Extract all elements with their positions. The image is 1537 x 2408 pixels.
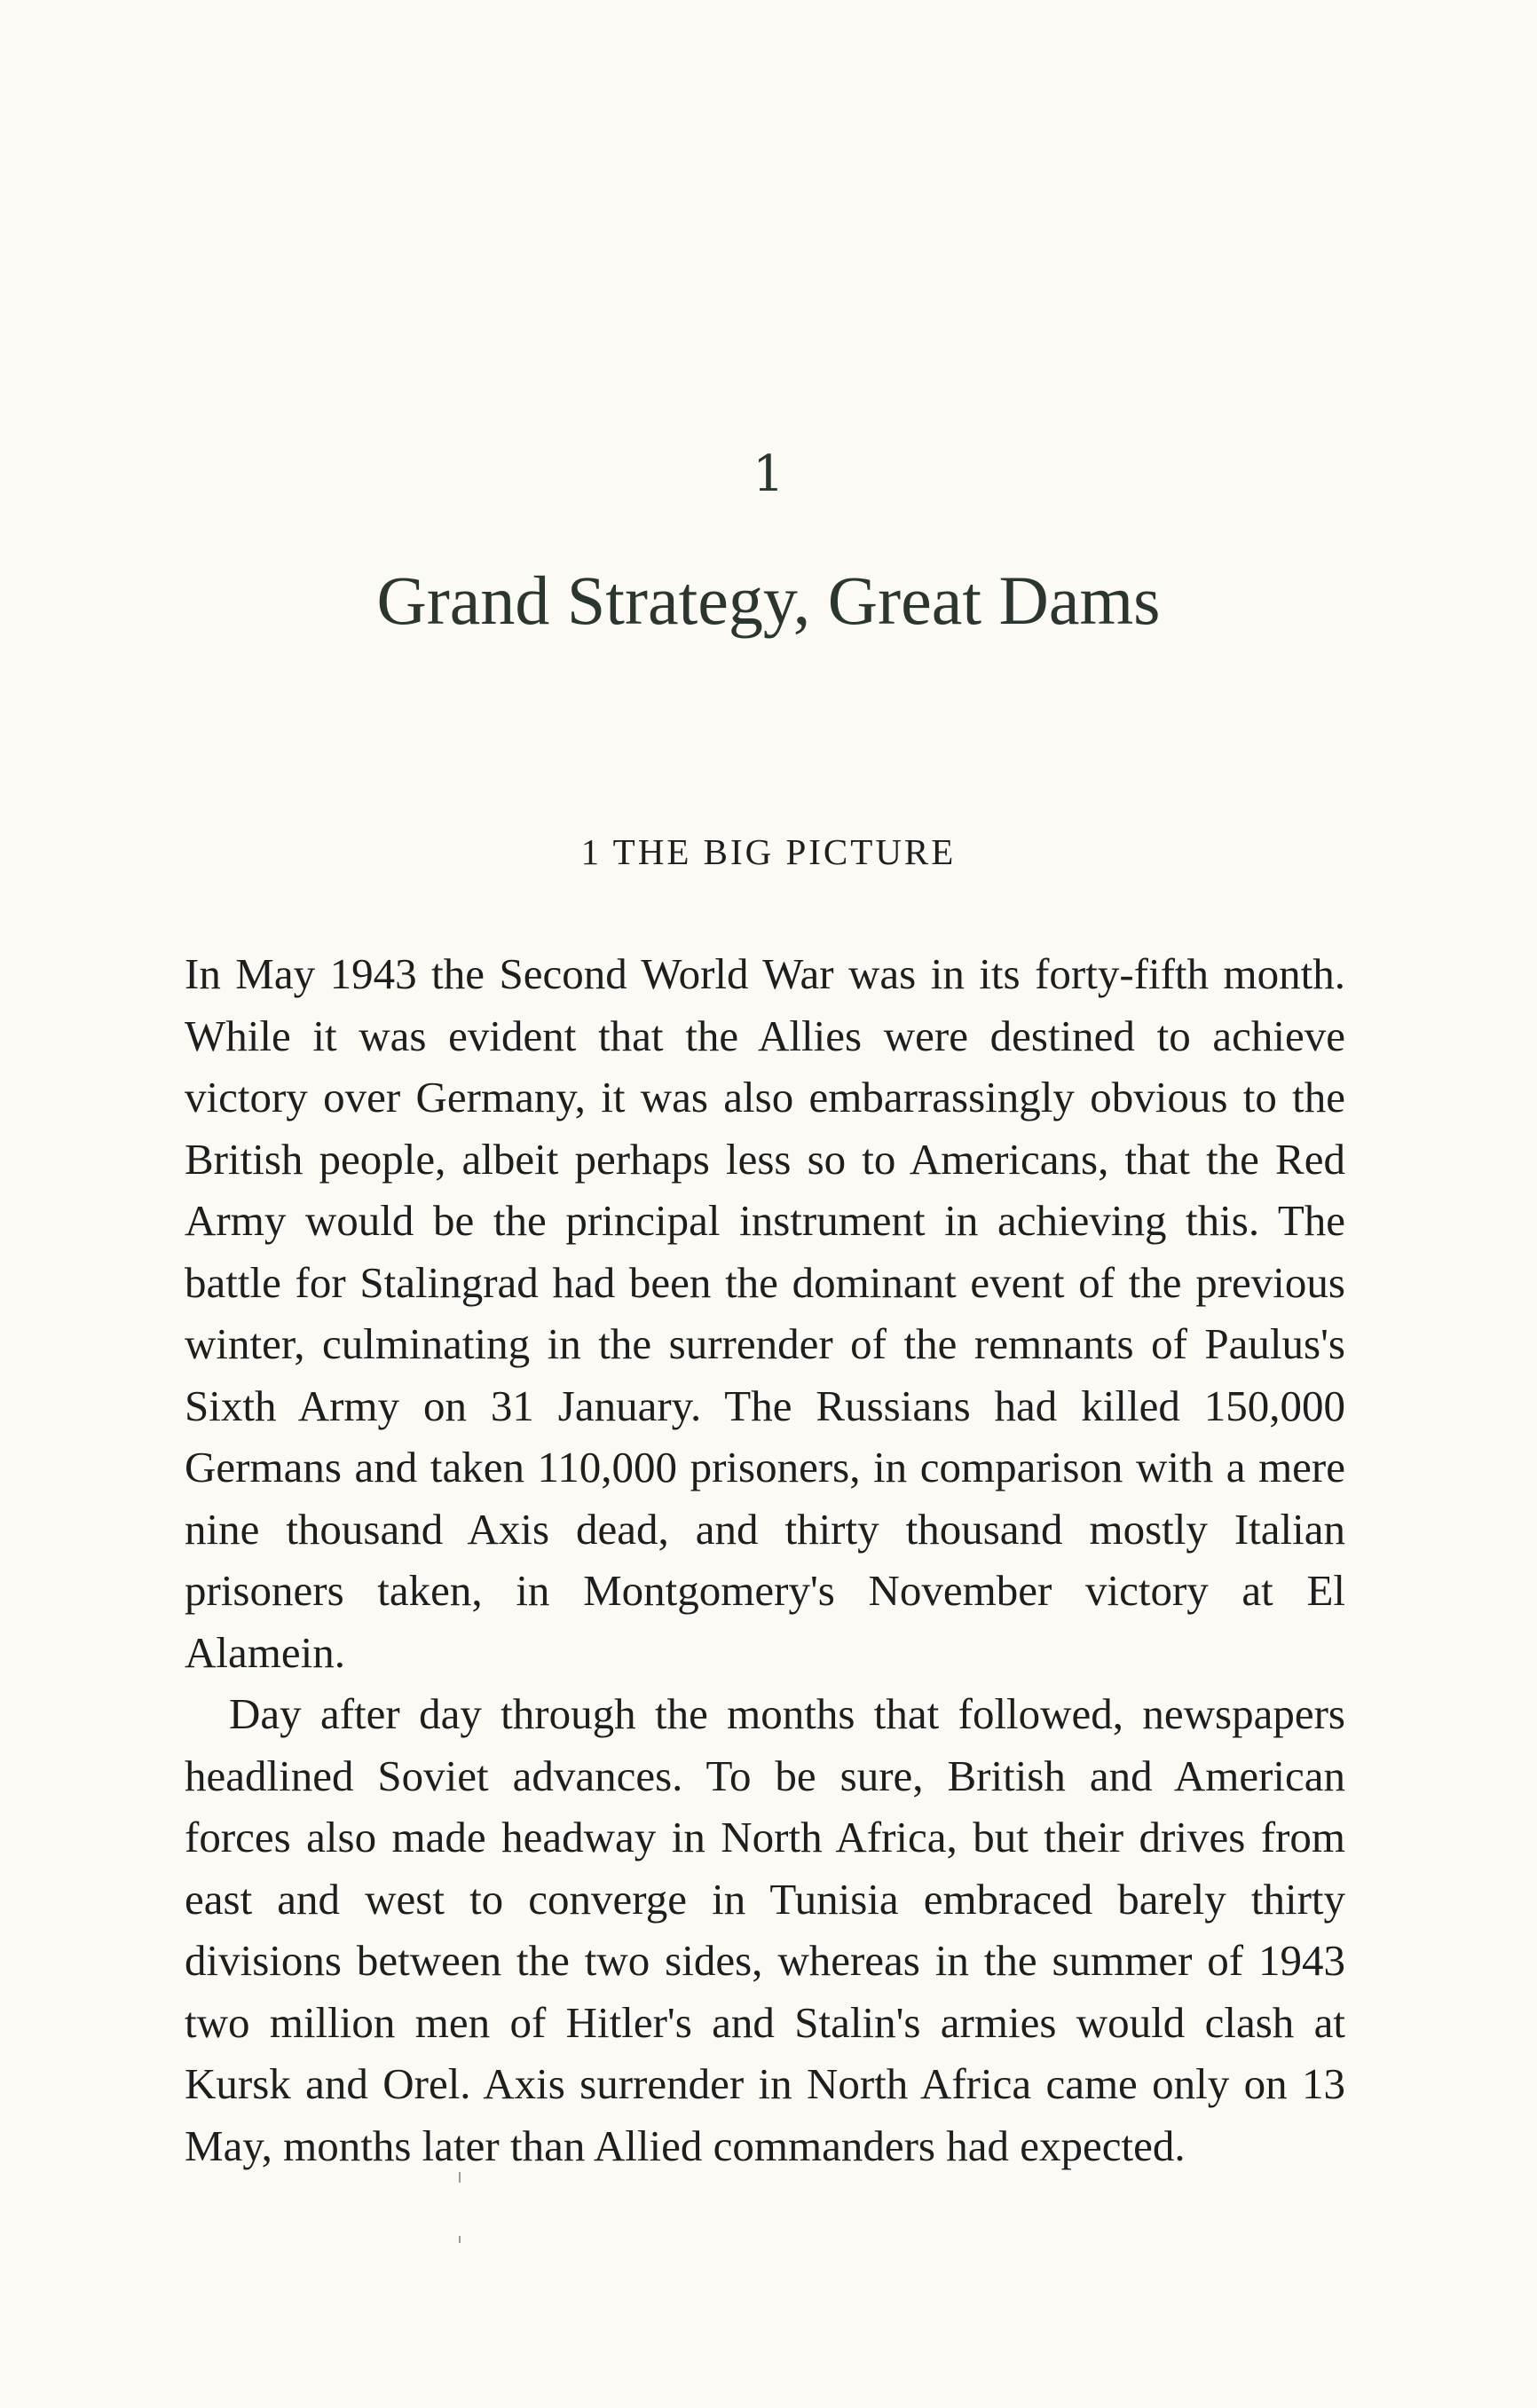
- paragraph: Day after day through the months that followed, newspapers headlined Soviet advances. To be sure, British and American forces also made headway in North Africa, but their drives from east and west to converge in Tunisia embraced barely thirty divisions between the two sides, whereas in the summer of 1943 two million men of Hitler's and Stalin's armies would clash at Kursk and Orel. Axis surrender in North Africa came only on 13 May, months later than Allied commanders had expected.: [185, 1689, 1345, 2170]
- scan-mark: [459, 2172, 461, 2183]
- scan-mark: [459, 2236, 461, 2243]
- paragraph: In May 1943 the Second World War was in its forty-fifth month. While it was evident that the Allies were destined to achieve victory over Germany, it was also embarrassingly obvious to the British people, albeit perhaps less so to Americans, that the Red Army would be the principal instrument in achieving this. The battle for Stalingrad had been the dominant event of the previous winter, culminating in the surrender of the remnants of Paulus's Sixth Army on 31 January. The Russians had killed 150,000 Germans and taken 110,000 prisoners, in comparison with a mere nine thousand Axis dead, and thirty thousand mostly Italian prisoners taken, in Montgomery's November victory at El Alamein.: [185, 949, 1345, 1677]
- body-text: [185, 943, 1345, 2176]
- section-heading: 1 THE BIG PICTURE: [580, 831, 957, 872]
- chapter-title: Grand Strategy, Great Dams: [376, 562, 1161, 639]
- chapter-number: 1: [753, 445, 784, 503]
